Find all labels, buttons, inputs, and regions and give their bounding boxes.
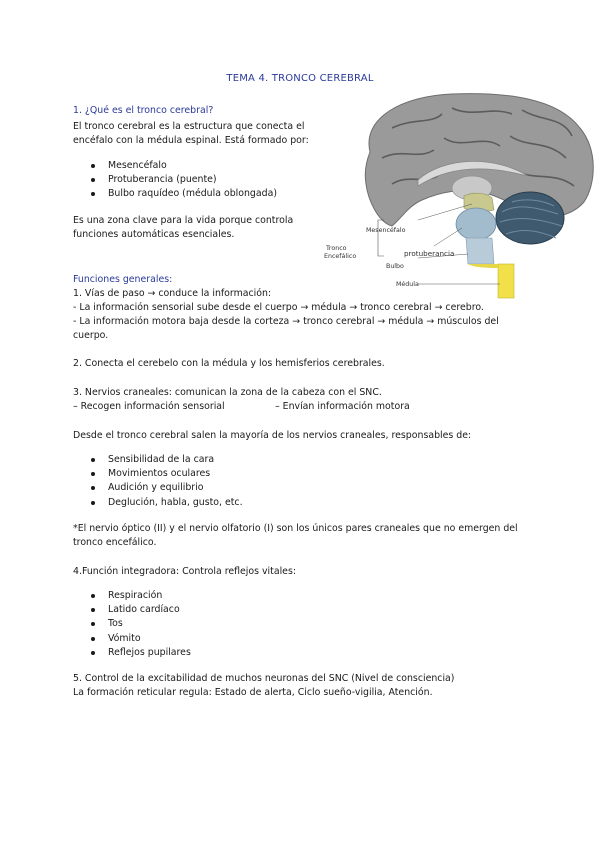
- list-item: Mesencéfalo: [73, 159, 313, 173]
- intro-line-2: encéfalo con la médula espinal. Está formado por:: [73, 135, 309, 146]
- label-tronco-2: Encefálico: [324, 253, 357, 260]
- item4-title: 4.Función integradora: Controla reflejos vitales:: [73, 566, 296, 577]
- list-item: Bulbo raquídeo (médula oblongada): [73, 187, 313, 201]
- list-item: Audición y equilibrio: [73, 481, 373, 495]
- bullet-icon: [91, 501, 95, 505]
- item1-line-3: cuerpo.: [73, 330, 109, 341]
- label-mesencefalo: Mesencéfalo: [366, 227, 406, 234]
- bullet-icon: [91, 622, 95, 626]
- funciones-heading: Funciones generales:: [73, 274, 173, 285]
- item1-line-1: - La información sensorial sube desde el cuerpo → médula → tronco cerebral → cerebro.: [73, 302, 484, 313]
- item2: 2. Conecta el cerebelo con la médula y los hemisferios cerebrales.: [73, 358, 385, 369]
- label-bulbo: Bulbo: [386, 263, 404, 270]
- nervios-intro: Desde el tronco cerebral salen la mayoría de los nervios craneales, responsables de:: [73, 430, 472, 441]
- list-item: Protuberancia (puente): [73, 173, 313, 187]
- item5-text: La formación reticular regula: Estado de alerta, Ciclo sueño-vigilia, Atención.: [73, 687, 433, 698]
- brain-diagram: [322, 88, 600, 300]
- item5-title: 5. Control de la excitabilidad de muchos neuronas del SNC (Nivel de consciencia): [73, 673, 455, 684]
- bullet-icon: [91, 164, 95, 168]
- list-item: Movimientos oculares: [73, 467, 373, 481]
- bullet-icon: [91, 458, 95, 462]
- list-item: Reflejos pupilares: [73, 646, 273, 660]
- closing-line-1: Es una zona clave para la vida porque controla: [73, 215, 294, 226]
- list-item: Vómito: [73, 632, 273, 646]
- item1-title: 1. Vías de paso → conduce la información:: [73, 288, 272, 299]
- list-item: Sensibilidad de la cara: [73, 453, 373, 467]
- list-item: Latido cardíaco: [73, 603, 273, 617]
- brain-illustration: [322, 88, 600, 300]
- item3-right: – Envían información motora: [275, 401, 410, 412]
- intro-line-1: El tronco cerebral es la estructura que conecta el: [73, 121, 305, 132]
- note-line-2: tronco encefálico.: [73, 537, 157, 548]
- label-tronco-1: Tronco: [326, 245, 347, 252]
- list-item: Respiración: [73, 589, 273, 603]
- bullet-icon: [91, 192, 95, 196]
- reflejos-list: [73, 589, 273, 660]
- nervios-list: [73, 453, 373, 510]
- bullet-icon: [91, 472, 95, 476]
- label-medula: Médula: [396, 281, 419, 288]
- list-item: Tos: [73, 617, 273, 631]
- label-protuberancia: protuberancia: [404, 249, 455, 258]
- brainstem-parts-list: [73, 159, 313, 202]
- bullet-icon: [91, 608, 95, 612]
- section1-heading: 1. ¿Qué es el tronco cerebral?: [73, 105, 214, 116]
- bullet-icon: [91, 651, 95, 655]
- page-title: TEMA 4. TRONCO CEREBRAL: [226, 73, 374, 84]
- item1-line-2: - La información motora baja desde la corteza → tronco cerebral → médula → músculos del: [73, 316, 499, 327]
- item3-title: 3. Nervios craneales: comunican la zona de la cabeza con el SNC.: [73, 387, 382, 398]
- note-line-1: *El nervio óptico (II) y el nervio olfatorio (I) son los únicos pares craneales que no emergen del: [73, 523, 518, 534]
- bullet-icon: [91, 594, 95, 598]
- closing-line-2: funciones automáticas esenciales.: [73, 229, 235, 240]
- bullet-icon: [91, 486, 95, 490]
- bullet-icon: [91, 637, 95, 641]
- item3-left: – Recogen información sensorial: [73, 401, 225, 412]
- list-item: Deglución, habla, gusto, etc.: [73, 496, 373, 510]
- bullet-icon: [91, 178, 95, 182]
